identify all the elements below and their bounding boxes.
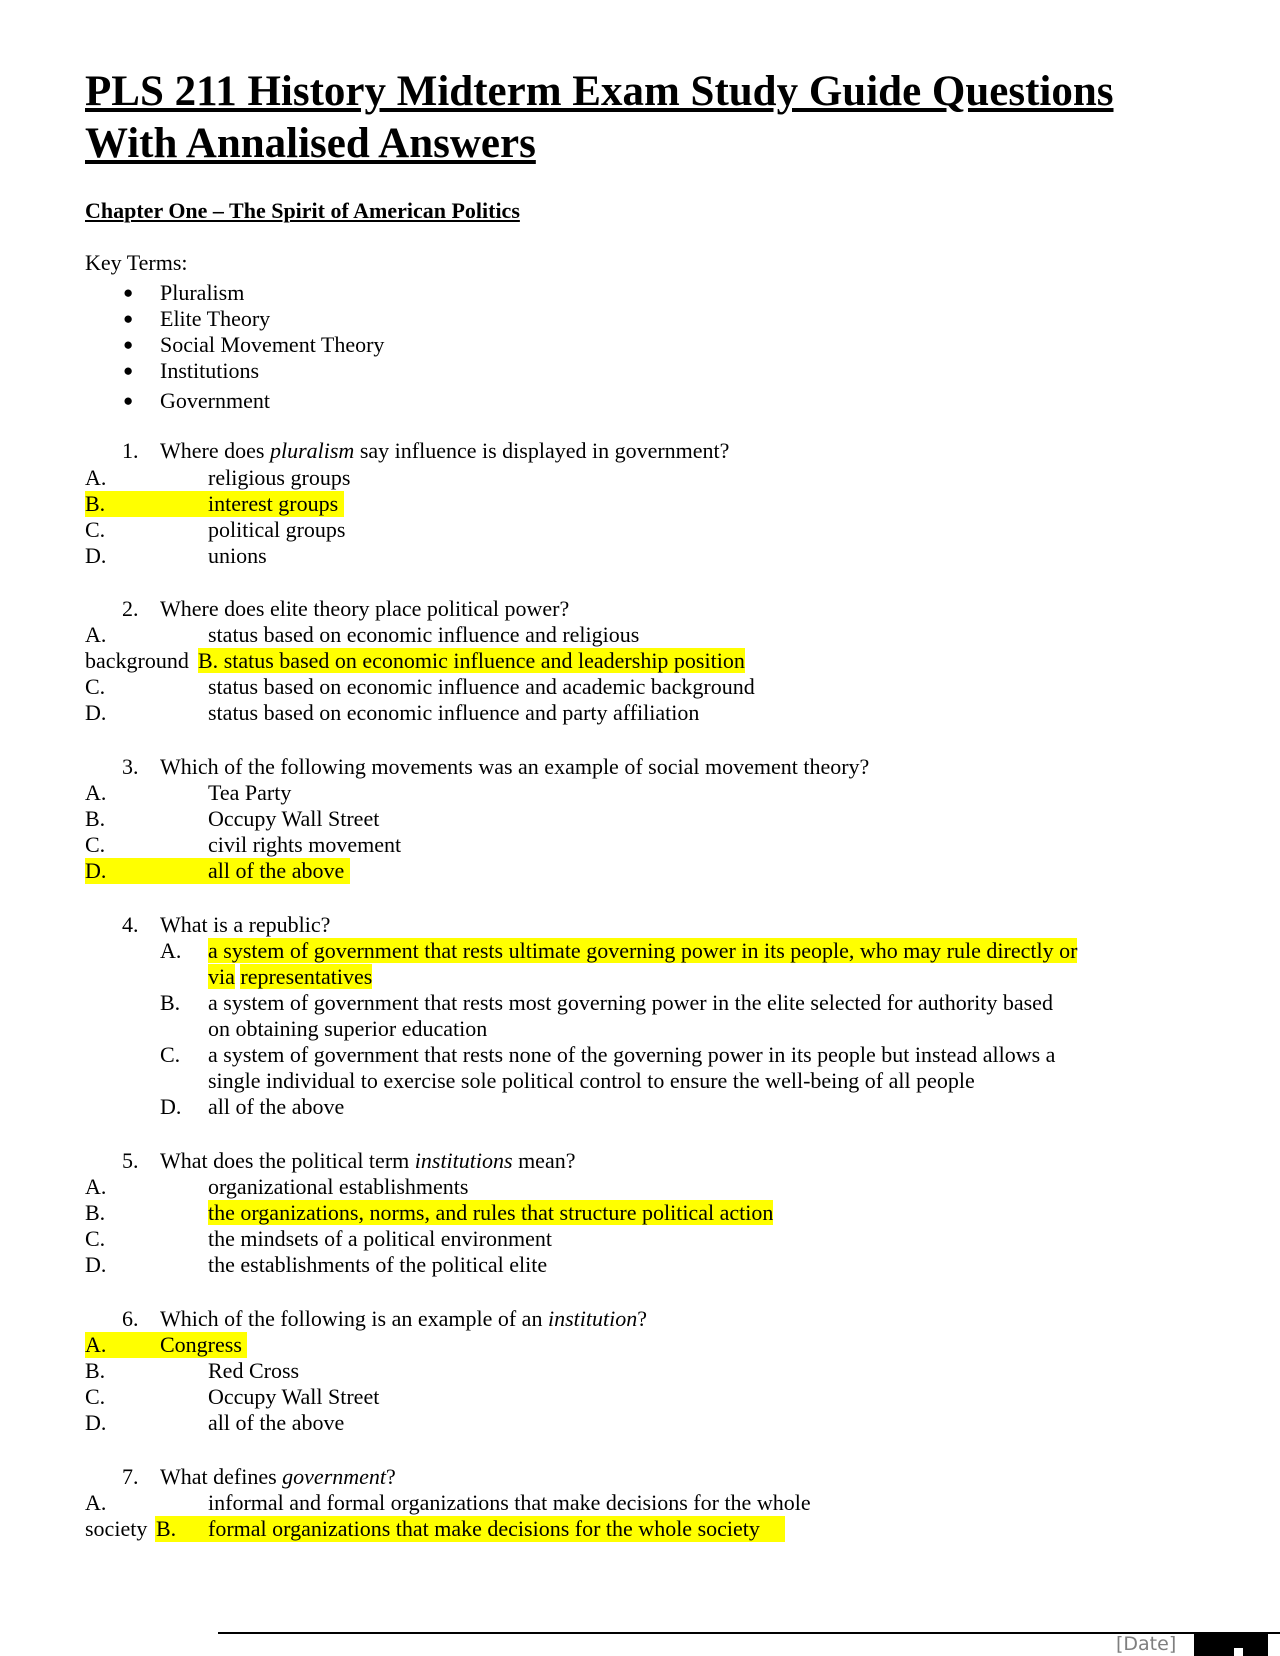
option-text: unions <box>208 543 267 568</box>
option-text: a system of government that rests most governing power in the elite selected for authority based <box>208 990 1053 1015</box>
key-term: Social Movement Theory <box>160 332 385 357</box>
key-term: Pluralism <box>160 280 245 305</box>
correct-answer: all of the above <box>208 858 345 883</box>
option-letter: D. <box>85 543 107 568</box>
option-text: Occupy Wall Street <box>208 1384 380 1409</box>
question-text: Where does elite theory place political power? <box>160 596 570 621</box>
correct-answer: interest groups <box>208 491 339 516</box>
option-letter: C. <box>160 1042 181 1067</box>
option-text-continued: background <box>85 648 189 673</box>
correct-answer: Congress <box>160 1332 242 1357</box>
correct-answer: the organizations, norms, and rules that structure political action <box>208 1200 774 1225</box>
question-number: 5. <box>122 1148 139 1173</box>
question-number: 6. <box>122 1306 139 1331</box>
correct-answer: formal organizations that make decisions for the whole society <box>208 1516 760 1541</box>
option-text: organizational establishments <box>208 1174 469 1199</box>
correct-answer: B. status based on economic influence and leadership position <box>198 648 745 673</box>
question-number: 2. <box>122 596 139 621</box>
option-letter: C. <box>85 832 106 857</box>
question-number: 1. <box>122 438 139 463</box>
option-text: religious groups <box>208 465 351 490</box>
option-letter: A. <box>85 1332 107 1357</box>
option-letter: B. <box>85 1358 106 1383</box>
option-letter: D. <box>85 700 107 725</box>
question-text: What is a republic? <box>160 912 331 937</box>
bullet-icon: ● <box>123 283 134 302</box>
option-letter: B. <box>156 1516 177 1541</box>
option-text: informal and formal organizations that make decisions for the whole <box>208 1490 811 1515</box>
option-letter: D. <box>85 1410 107 1435</box>
question-text: What defines government? <box>160 1464 396 1489</box>
option-text-continued: single individual to exercise sole political control to ensure the well-being of all people <box>208 1068 975 1093</box>
option-letter: D. <box>85 858 107 883</box>
option-text: all of the above <box>208 1410 345 1435</box>
question-number: 7. <box>122 1464 139 1489</box>
option-letter: A. <box>160 938 182 963</box>
option-letter: B. <box>85 491 106 516</box>
option-letter: D. <box>85 1252 107 1277</box>
option-text: all of the above <box>208 1094 345 1119</box>
bullet-icon: ● <box>123 391 134 410</box>
option-letter: D. <box>160 1094 182 1119</box>
bullet-icon: ● <box>123 335 134 354</box>
option-letter: B. <box>85 1200 106 1225</box>
option-text: political groups <box>208 517 346 542</box>
option-text-continued: on obtaining superior education <box>208 1016 488 1041</box>
option-text: the mindsets of a political environment <box>208 1226 552 1251</box>
option-text: status based on economic influence and religious <box>208 622 640 647</box>
key-terms-label: Key Terms: <box>85 250 188 275</box>
bullet-icon: ● <box>123 361 134 380</box>
option-text: civil rights movement <box>208 832 402 857</box>
option-letter: C. <box>85 517 106 542</box>
option-letter: A. <box>85 780 107 805</box>
footer-date: [Date] <box>1116 1633 1177 1655</box>
option-letter: B. <box>160 990 181 1015</box>
chapter-heading: Chapter One – The Spirit of American Politics <box>85 198 520 223</box>
key-term: Government <box>160 388 270 413</box>
question-text: Where does pluralism say influence is displayed in government? <box>160 438 730 463</box>
option-letter: A. <box>85 622 107 647</box>
option-text: Tea Party <box>208 780 292 805</box>
option-text: status based on economic influence and academic background <box>208 674 755 699</box>
question-number: 4. <box>122 912 139 937</box>
question-text: What does the political term institutions mean? <box>160 1148 576 1173</box>
option-letter: A. <box>85 465 107 490</box>
option-letter: C. <box>85 1226 106 1251</box>
page-number-box <box>1194 1634 1268 1656</box>
document-title: PLS 211 History Midterm Exam Study Guide Questions With Annalised Answers <box>85 68 1114 167</box>
option-letter: C. <box>85 674 106 699</box>
option-letter: C. <box>85 1384 106 1409</box>
question-text: Which of the following movements was an example of social movement theory? <box>160 754 870 779</box>
option-letter: A. <box>85 1174 107 1199</box>
key-term: Institutions <box>160 358 260 383</box>
question-text: Which of the following is an example of an institution? <box>160 1306 647 1331</box>
option-text: a system of government that rests none of the governing power in its people but instead allows a <box>208 1042 1056 1067</box>
question-number: 3. <box>122 754 139 779</box>
option-text: status based on economic influence and party affiliation <box>208 700 700 725</box>
option-letter: B. <box>85 806 106 831</box>
option-text-continued: society <box>85 1516 148 1541</box>
option-text: Red Cross <box>208 1358 300 1383</box>
correct-answer-continued: via representatives <box>208 964 373 989</box>
key-term: Elite Theory <box>160 306 271 331</box>
correct-answer: a system of government that rests ultimate governing power in its people, who may rule directly or <box>208 938 1078 963</box>
bullet-icon: ● <box>123 309 134 328</box>
option-text: Occupy Wall Street <box>208 806 380 831</box>
option-text: the establishments of the political elite <box>208 1252 548 1277</box>
option-letter: A. <box>85 1490 107 1515</box>
